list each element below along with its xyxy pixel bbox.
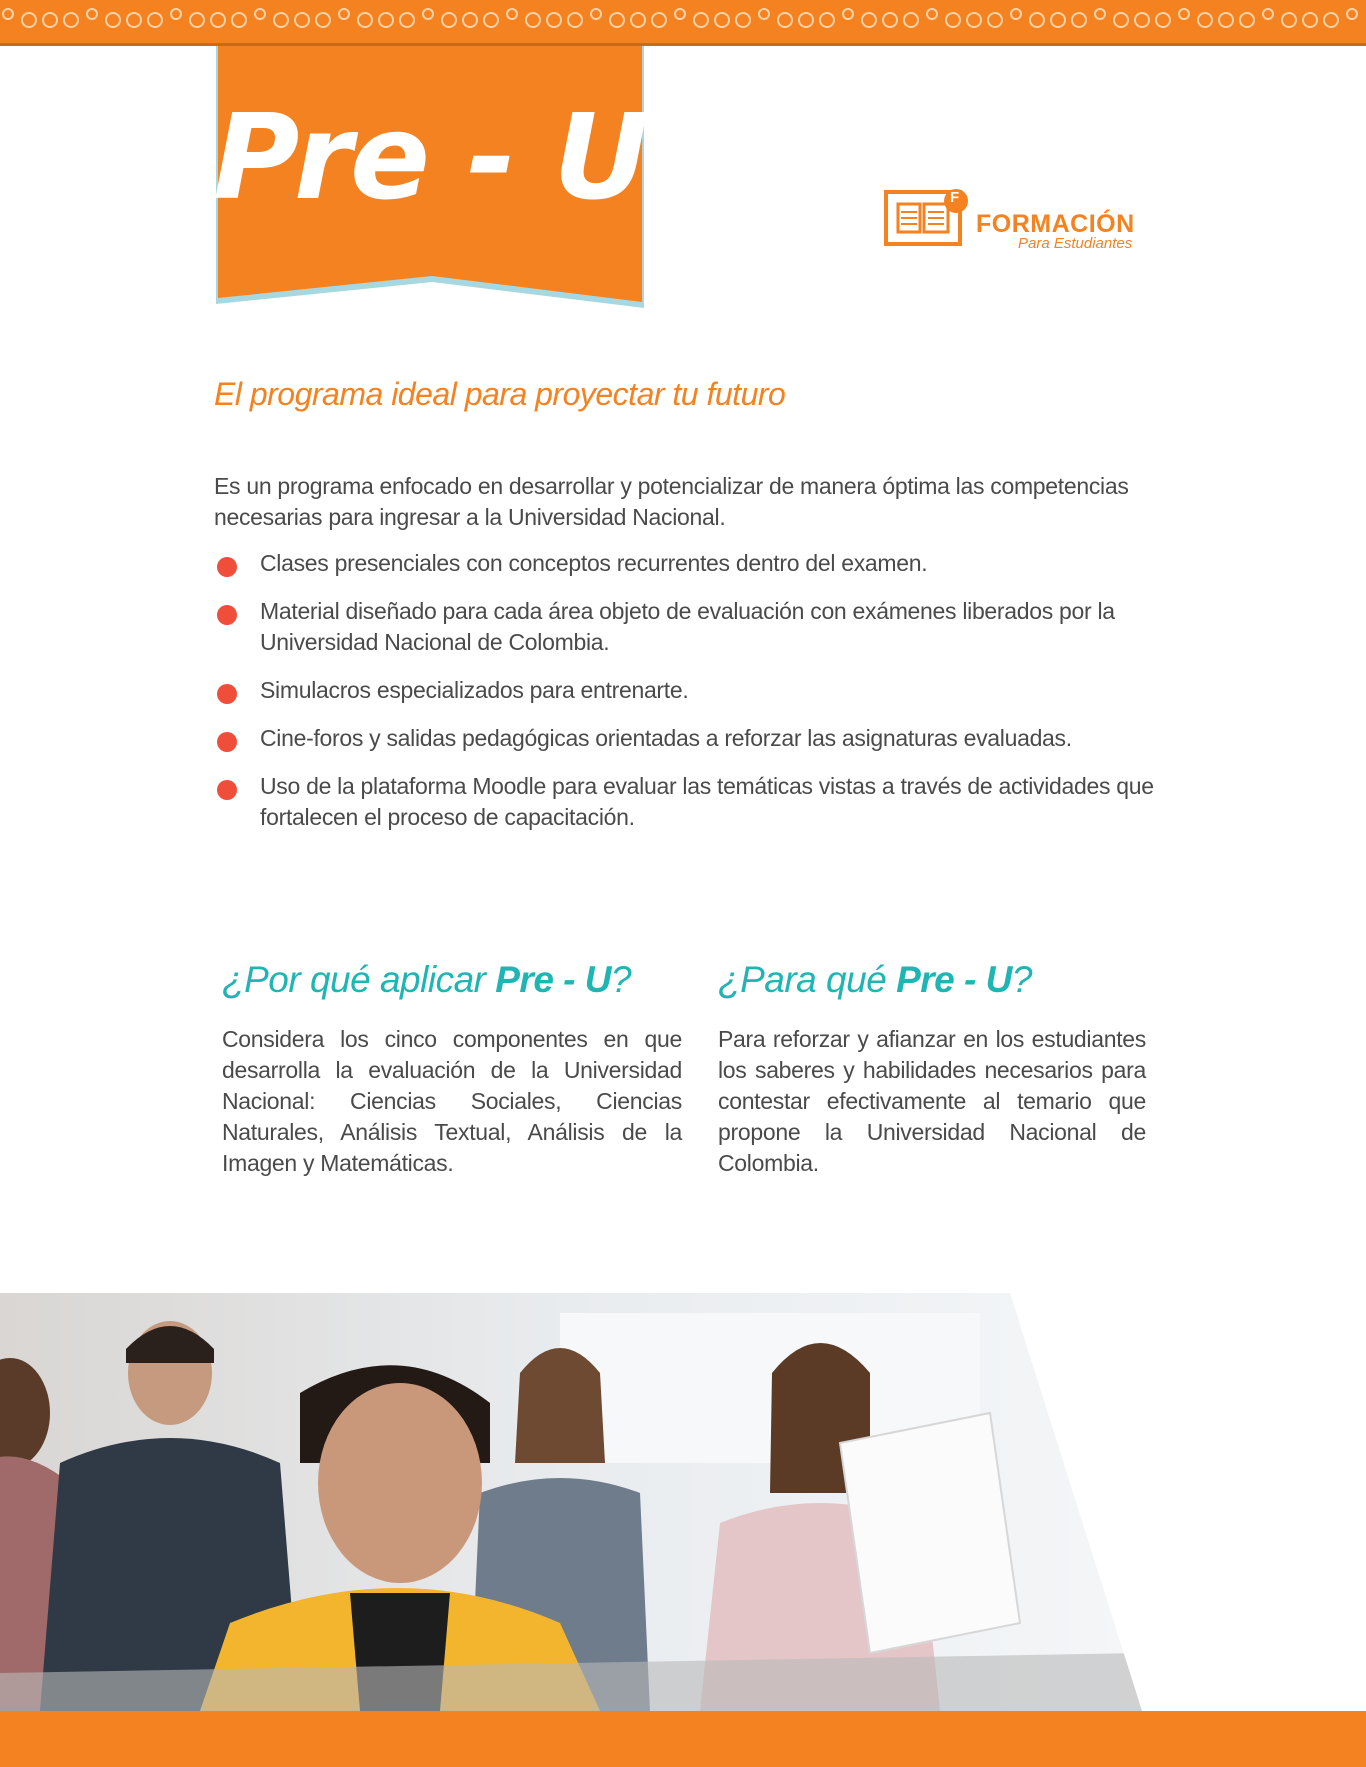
pattern-circle <box>106 13 120 27</box>
pattern-circle <box>652 13 666 27</box>
pattern-circle <box>22 13 36 27</box>
pattern-circle <box>967 13 981 27</box>
pattern-circle <box>423 9 433 19</box>
pattern-circle <box>988 13 1002 27</box>
pattern-circle <box>778 13 792 27</box>
pattern-circle <box>316 13 330 27</box>
pattern-circle <box>1324 13 1338 27</box>
pattern-circle <box>255 9 265 19</box>
pattern-circle <box>507 9 517 19</box>
purpose-section <box>718 958 1146 1179</box>
pattern-circle <box>883 13 897 27</box>
classroom-photo <box>0 1293 1366 1711</box>
title-banner <box>212 46 648 314</box>
list-item <box>214 548 1164 579</box>
pattern-circle <box>148 13 162 27</box>
bottom-bar <box>0 1711 1366 1767</box>
purpose-heading-brand: Pre - U <box>896 959 1012 1000</box>
pattern-circle <box>1198 13 1212 27</box>
bullet-dot-icon <box>217 605 237 625</box>
pattern-circle <box>442 13 456 27</box>
list-item-text: Cine-foros y salidas pedagógicas orientadas a reforzar las asignaturas evaluadas. <box>260 725 1072 751</box>
pattern-circle <box>736 13 750 27</box>
pattern-circle <box>862 13 876 27</box>
pattern-circle <box>1179 9 1189 19</box>
pattern-circle <box>1135 13 1149 27</box>
why-body: Considera los cinco componentes en que desarrolla la evaluación de la Universidad Nacional: Ciencias Sociales, Ciencias Naturales, Análisis Textual, Análisis de la Imagen y Matemáticas. <box>222 1026 682 1176</box>
pattern-circle <box>526 13 540 27</box>
formacion-logo <box>884 188 1184 254</box>
pattern-circle <box>1030 13 1044 27</box>
why-heading-suffix: ? <box>611 959 632 1000</box>
pattern-circle <box>400 13 414 27</box>
pattern-circle <box>190 13 204 27</box>
circle-pattern <box>0 0 1366 40</box>
pattern-circle <box>127 13 141 27</box>
pattern-circle <box>358 13 372 27</box>
pattern-circle <box>463 13 477 27</box>
pattern-circle <box>87 9 97 19</box>
pattern-circle <box>568 13 582 27</box>
pattern-circle <box>1156 13 1170 27</box>
pattern-circle <box>759 9 769 19</box>
pattern-circle <box>339 9 349 19</box>
pattern-circle <box>1051 13 1065 27</box>
pattern-circle <box>927 9 937 19</box>
top-decorative-border <box>0 0 1366 46</box>
pattern-circle <box>3 9 13 19</box>
pattern-circle <box>904 13 918 27</box>
pattern-circle <box>379 13 393 27</box>
pattern-circle <box>843 9 853 19</box>
pattern-circle <box>1011 9 1021 19</box>
pattern-circle <box>591 9 601 19</box>
pattern-circle <box>1219 13 1233 27</box>
pattern-circle <box>274 13 288 27</box>
pattern-circle <box>1263 9 1273 19</box>
bullet-dot-icon <box>217 732 237 752</box>
list-item-text: Clases presenciales con conceptos recurrentes dentro del examen. <box>260 550 928 576</box>
why-heading <box>222 958 682 1024</box>
pattern-circle <box>675 9 685 19</box>
why-section <box>222 958 682 1179</box>
why-heading-prefix: ¿Por qué aplicar <box>222 959 496 1000</box>
bullet-dot-icon <box>217 684 237 704</box>
pattern-circle <box>631 13 645 27</box>
pattern-circle <box>1095 9 1105 19</box>
pattern-circle <box>694 13 708 27</box>
purpose-body: Para reforzar y afianzar en los estudiantes los saberes y habilidades necesarios para contestar efectivamente al temario que propone la Universidad Nacional de Colombia. <box>718 1026 1146 1176</box>
pattern-circle <box>64 13 78 27</box>
pattern-circle <box>799 13 813 27</box>
logo-badge: F <box>950 189 960 206</box>
pattern-circle <box>1114 13 1128 27</box>
pattern-circle <box>820 13 834 27</box>
list-item-text: Uso de la plataforma Moodle para evaluar las temáticas vistas a través de actividades que fortalecen el proceso de capacitación. <box>260 773 1154 830</box>
pattern-circle <box>295 13 309 27</box>
pattern-circle <box>610 13 624 27</box>
pattern-circle <box>715 13 729 27</box>
book-icon <box>884 188 974 254</box>
pattern-circle <box>547 13 561 27</box>
list-item <box>214 771 1164 833</box>
purpose-heading-suffix: ? <box>1011 959 1032 1000</box>
tagline: El programa ideal para proyectar tu futuro <box>214 376 786 412</box>
bullet-dot-icon <box>217 557 237 577</box>
pattern-circle <box>232 13 246 27</box>
purpose-heading-prefix: ¿Para qué <box>718 959 897 1000</box>
why-heading-brand: Pre - U <box>495 959 612 1000</box>
pattern-circle <box>1282 13 1296 27</box>
list-item <box>214 723 1164 754</box>
feature-list <box>214 548 1164 850</box>
intro-paragraph: Es un programa enfocado en desarrollar y potencializar de manera óptima las competencias necesarias para ingresar a la Universidad Nacional. <box>214 473 1129 530</box>
pattern-circle <box>1347 9 1357 19</box>
pattern-circle <box>171 9 181 19</box>
pattern-circle <box>1072 13 1086 27</box>
pattern-circle <box>1240 13 1254 27</box>
pattern-circle <box>211 13 225 27</box>
pattern-circle <box>1303 13 1317 27</box>
pattern-circle <box>484 13 498 27</box>
bullet-dot-icon <box>217 780 237 800</box>
logo-name: FORMACIÓN <box>976 210 1135 238</box>
list-item-text: Material diseñado para cada área objeto de evaluación con exámenes liberados por la Universidad Nacional de Colombia. <box>260 598 1115 655</box>
list-item <box>214 596 1164 658</box>
list-item-text: Simulacros especializados para entrenarte. <box>260 677 689 703</box>
pattern-circle <box>43 13 57 27</box>
page-title: Pre - U <box>212 88 648 226</box>
purpose-heading <box>718 958 1146 1024</box>
list-item <box>214 675 1164 706</box>
pattern-circle <box>946 13 960 27</box>
logo-subtitle: Para Estudiantes <box>1018 235 1133 252</box>
